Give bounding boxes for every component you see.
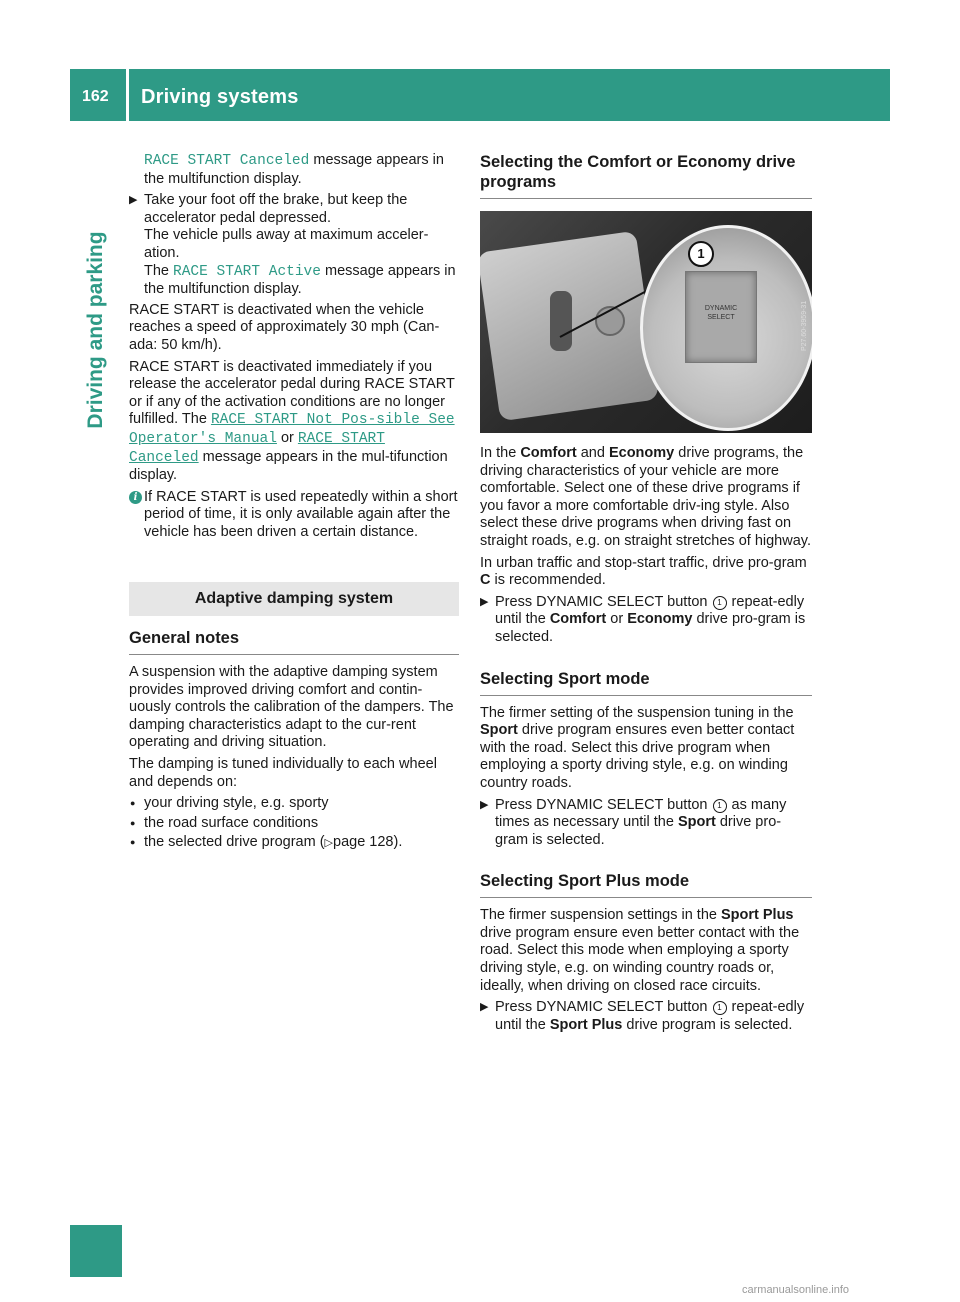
paragraph-suspension: A suspension with the adaptive damping system provides improved driving comfort and contin-uously controls the calibration of the dampers. The damping characteristics adapt to the cur-rent operating and driving situation. xyxy=(129,664,454,751)
step-subtext: The vehicle pulls away at maximum acceler-ation. xyxy=(144,227,429,261)
text-bold: Sport xyxy=(677,814,716,831)
section-title: Adaptive damping system xyxy=(129,582,459,616)
text: Press DYNAMIC SELECT button xyxy=(495,999,708,1016)
text-bold: Sport Plus xyxy=(720,907,794,924)
text: DYNAMIC xyxy=(704,305,738,312)
text-bold: C xyxy=(480,572,491,589)
text: RACE START is deactivated immediately if you release the accelerator pedal during RACE START or if any of the activation conditions are no longer fulfilled. The xyxy=(129,358,455,428)
paragraph-deactivated-speed: RACE START is deactivated when the vehicle reaches a speed of approximately 30 mph (Can-ada: 50 km/h). xyxy=(129,301,440,353)
step-result xyxy=(144,263,459,299)
text: or xyxy=(610,611,624,628)
watermark: carmanualsonline.info xyxy=(742,1284,850,1296)
paragraph-race-canceled xyxy=(129,152,459,188)
header-divider xyxy=(126,69,129,121)
paragraph-sport xyxy=(480,705,812,793)
text: drive pro-gram is selected. xyxy=(495,611,806,645)
info-note xyxy=(129,489,459,542)
text: The firmer setting of the suspension tuning in the xyxy=(480,704,794,721)
display-message-link[interactable]: RACE START Canceled xyxy=(129,430,385,466)
text-bold: Economy xyxy=(627,611,693,628)
text: message appears in the multifunction display. xyxy=(144,152,444,187)
text: repeat-edly until the xyxy=(495,999,805,1033)
display-message: RACE START Canceled xyxy=(144,153,310,169)
callout-icon: 1 xyxy=(713,1001,727,1015)
step-arrow-icon: ▶ xyxy=(480,798,489,811)
text: In the xyxy=(480,445,517,461)
paragraph-damping: The damping is tuned individually to each wheel and depends on: xyxy=(129,756,437,790)
step-arrow-icon: ▶ xyxy=(480,595,489,608)
text: SELECT xyxy=(707,314,735,321)
text: ). xyxy=(393,834,403,851)
paragraph-deactivated-release xyxy=(129,359,459,485)
text: drive program is selected. xyxy=(626,1016,793,1033)
paragraph-urban xyxy=(480,555,812,590)
image-code: P27.60-3959-31 xyxy=(801,300,808,351)
gear-shifter xyxy=(550,291,572,351)
text: Press DYNAMIC SELECT button xyxy=(495,796,708,813)
section-heading-sport: Selecting Sport mode xyxy=(480,669,812,696)
text: The xyxy=(144,262,169,279)
step-arrow-icon: ▶ xyxy=(480,1001,489,1014)
text: as many times as necessary until the xyxy=(495,796,787,831)
text: the road surface conditions xyxy=(144,814,319,831)
section-heading-comfort: Selecting the Comfort or Economy drive programs xyxy=(480,152,812,199)
step-take-foot-off xyxy=(129,192,459,299)
page-title: Driving systems xyxy=(141,86,299,108)
text: drive program ensures even better contact with the road. Select this drive program when employing a sporty driving style, e.g. on winding country roads. xyxy=(480,722,795,791)
text: your driving style, e.g. sporty xyxy=(144,795,329,812)
text-bold: Sport xyxy=(480,722,518,739)
text: The firmer suspension settings in the xyxy=(480,907,717,924)
page-ref-link[interactable]: page 128 xyxy=(333,834,394,851)
step-arrow-icon: ▶ xyxy=(129,194,138,207)
bullet-icon: ● xyxy=(130,837,136,848)
dynamic-select-photo xyxy=(480,211,812,433)
list-item xyxy=(129,815,459,833)
step-sport-plus xyxy=(480,999,812,1034)
paragraph-comfort xyxy=(480,445,812,551)
text-bold: Comfort xyxy=(520,445,577,461)
text: message appears in the mul-tifunction display. xyxy=(129,448,448,484)
side-tab-label xyxy=(74,180,118,480)
side-label-text: Driving and parking xyxy=(84,231,107,429)
text-bold: Economy xyxy=(608,445,675,461)
section-heading-sport-plus: Selecting Sport Plus mode xyxy=(480,871,812,898)
text: drive pro-gram is selected. xyxy=(495,814,782,848)
step-sport xyxy=(480,797,812,850)
dynamic-select-button xyxy=(685,271,757,363)
callout-number: 1 xyxy=(688,241,714,267)
text-bold: Sport Plus xyxy=(549,1016,623,1033)
text: In urban traffic and stop-start traffic, drive pro-gram xyxy=(480,554,807,571)
text: repeat-edly until the xyxy=(495,593,805,628)
list-item xyxy=(129,795,459,813)
list-item xyxy=(129,834,459,853)
side-tab-marker xyxy=(70,1225,122,1277)
text: and xyxy=(580,445,605,461)
text: drive program ensure even better contact with the road. Select this mode when employing a sporty driving style, e.g. on winding country roads or, ideally, when driving on closed race circuits. xyxy=(480,924,800,994)
page-number: 162 xyxy=(82,88,109,105)
callout-icon: 1 xyxy=(713,799,727,813)
text-bold: Comfort xyxy=(549,611,607,628)
left-column xyxy=(129,152,459,855)
right-column xyxy=(480,152,812,1037)
text: the selected drive program ( xyxy=(144,834,325,851)
display-message: RACE START Active xyxy=(173,263,321,280)
button-lettering xyxy=(686,304,756,322)
display-message-link[interactable]: RACE START Not Pos‐sible See Operator's Manual xyxy=(129,412,455,447)
step-comfort xyxy=(480,594,812,647)
info-text: If RACE START is used repeatedly within a short period of time, it is only available again after the vehicle has been driven a certain distance. xyxy=(144,488,458,540)
page-ref-arrow-icon: ▷ xyxy=(324,837,333,850)
bullet-icon: ● xyxy=(130,798,136,809)
bullet-icon: ● xyxy=(130,817,136,828)
text: or xyxy=(280,429,294,446)
step-text: Take your foot off the brake, but keep the accelerator pedal depressed. xyxy=(144,192,408,226)
callout-icon: 1 xyxy=(713,596,727,610)
paragraph-sport-plus xyxy=(480,907,812,995)
info-icon: i xyxy=(129,491,142,504)
text: drive programs, the driving characteristics of your vehicle are more comfortable. Select one of these drive programs if you favor a more comfortable driv-ing style. Also select these drive programs when driving fast on straight roads, e.g. on straight stretches of highway. xyxy=(480,445,811,549)
subsection-heading: General notes xyxy=(129,628,459,655)
text: message appears in the multifunction display. xyxy=(144,262,456,298)
text: Press DYNAMIC SELECT button xyxy=(495,593,708,610)
text: is recommended. xyxy=(494,572,606,589)
